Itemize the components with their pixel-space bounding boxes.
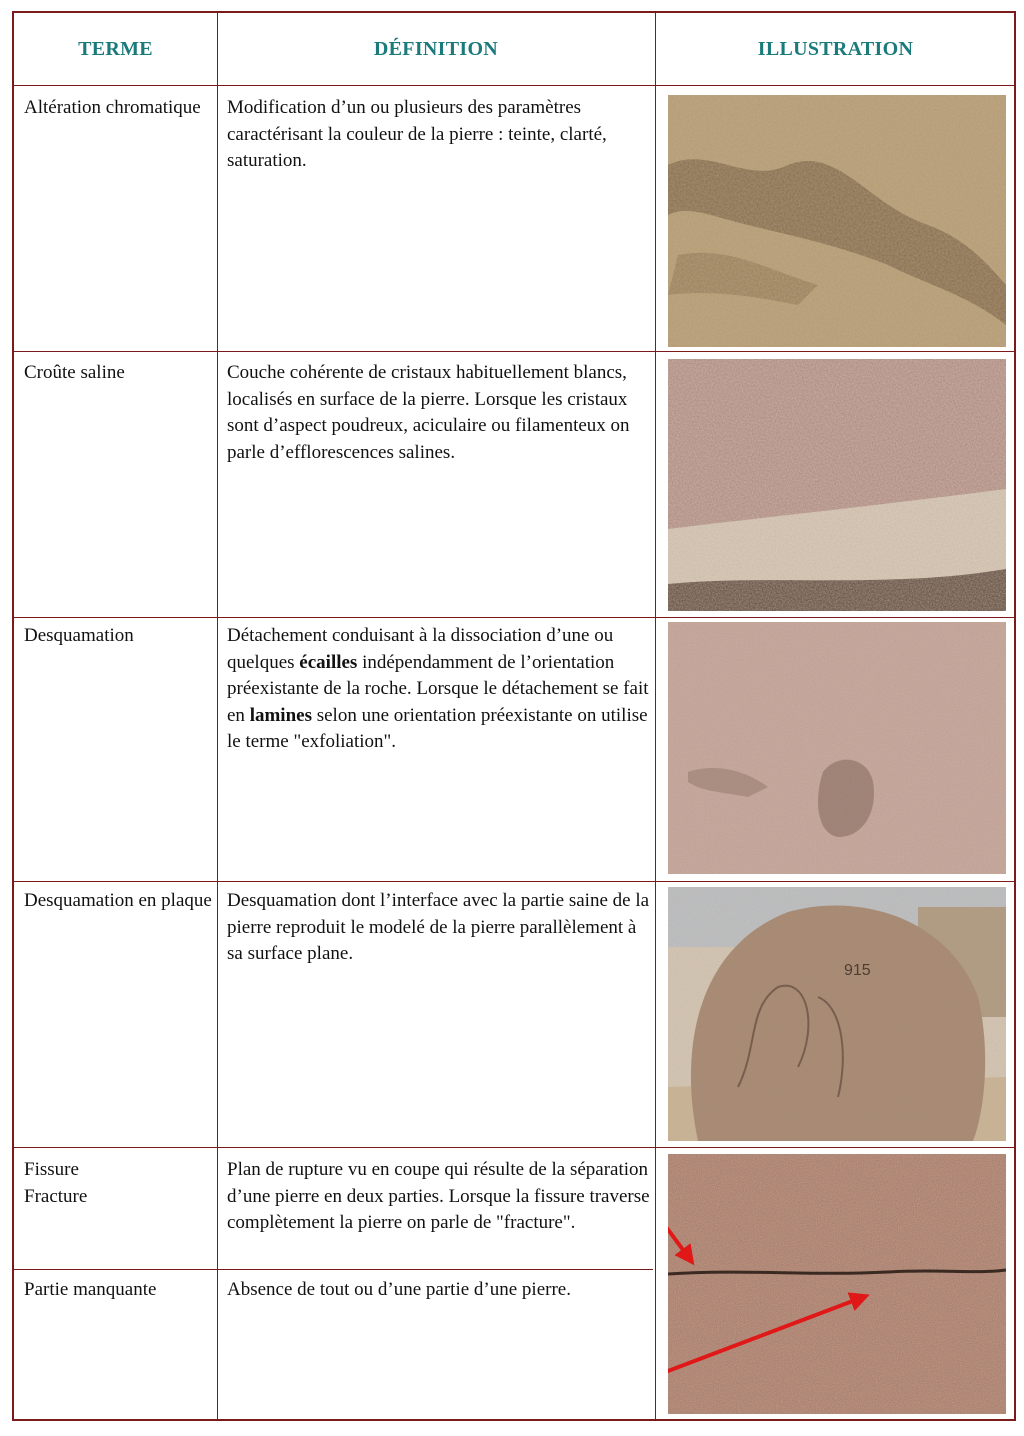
definition-alteration-chromatique: Modification d’un ou plusieurs des paramètres caractérisant la couleur de la pierre : teinte, clarté, saturation. [227,97,607,171]
definition-fissure-fracture: Plan de rupture vu en coupe qui résulte de la séparation d’une pierre en deux parties. Lorsque la fissure traverse complètement la pierre on parle de "fracture". [227,1159,650,1233]
header-term: TERME [78,37,153,60]
definition-partie-manquante: Absence de tout ou d’une partie d’une pierre. [227,1279,571,1300]
definition-desquamation: Détachement conduisant à la dissociation d’une ou quelques écailles indépendamment de l’orientation préexistante de la roche. Lorsque le détachement se fait en lamines selon une orientation préexistante on utilise le terme "exfoliation". [227,625,649,752]
column-divider [217,13,218,1419]
term-fissure-fracture: Fissure Fracture [24,1159,88,1207]
glossary-table [12,11,1016,1421]
term-partie-manquante: Partie manquante [24,1279,157,1300]
header-illustration: ILLUSTRATION [757,37,914,60]
header-definition: DÉFINITION [373,37,499,60]
definition-desquamation-en-plaque: Desquamation dont l’interface avec la partie saine de la pierre reproduit le modelé de la pierre parallèlement à sa surface plane. [227,890,650,964]
term-croute-saline: Croûte saline [24,362,125,383]
term-alteration-chromatique: Altération chromatique [24,97,201,118]
row-divider [14,881,1014,882]
definition-croute-saline: Couche cohérente de cristaux habituellement blancs, localisés en surface de la pierre. Lorsque les cristaux sont d’aspect poudreux, aciculaire ou filamenteux on parle d’efflorescences salines. [227,362,630,463]
stone-photo-desquamation [668,622,1006,874]
row-divider [14,1269,653,1270]
keyword-ecailles: écailles [299,651,358,673]
term-desquamation-en-plaque: Desquamation en plaque [24,890,212,911]
term-desquamation: Desquamation [24,625,134,646]
row-divider [14,1147,1014,1148]
row-divider [14,617,1014,618]
row-divider [14,85,1014,86]
stone-photo-chromatic [668,95,1006,347]
row-divider [14,351,1014,352]
stone-photo-fissure [668,1154,1006,1414]
column-divider [655,13,656,1419]
stone-photo-plaque [668,887,1006,1141]
keyword-lamines: lamines [249,704,312,726]
stone-photo-saline [668,359,1006,611]
